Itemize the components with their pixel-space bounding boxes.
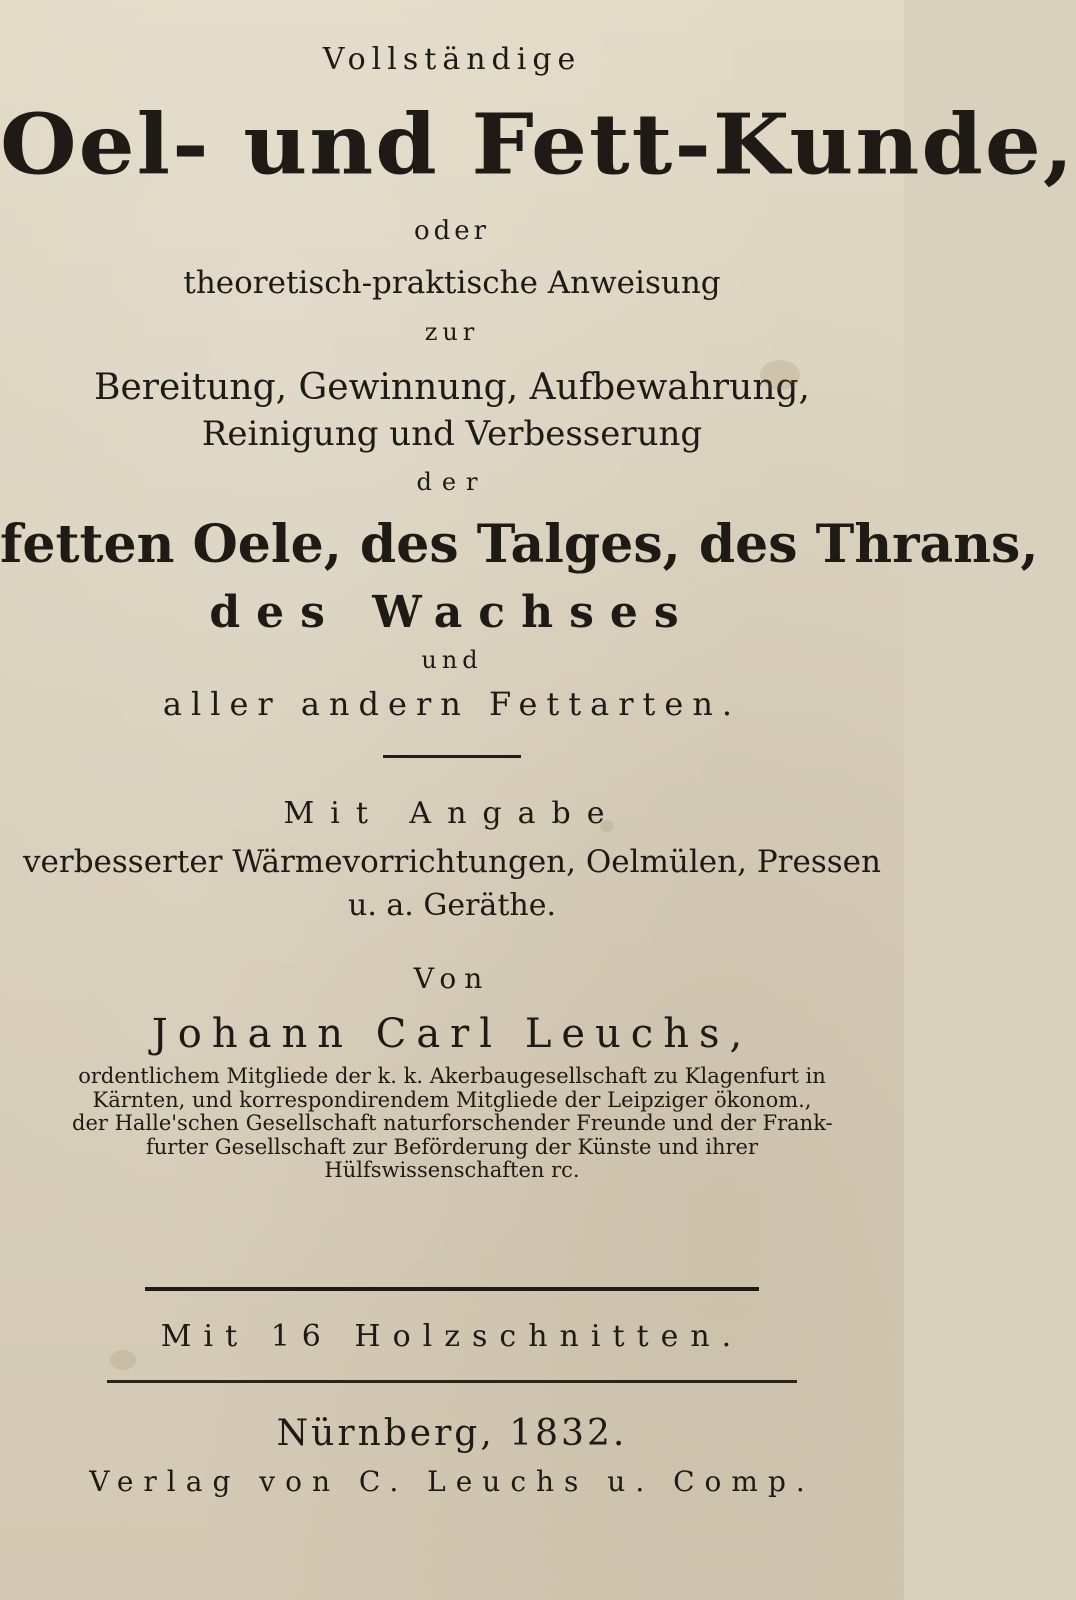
equipment-line-2: u. a. Geräthe. [348,888,556,924]
imprint-publisher: Verlag von C. Leuchs u. Comp. [89,1464,815,1498]
affiliation-line: furter Gesellschaft zur Beförderung der Künste und ihrer [145,1134,758,1159]
mit-angabe: Mit Angabe [283,796,621,832]
divider-short [383,755,521,758]
subjects-line-2: des Wachses [209,587,695,639]
divider-long-bottom [107,1380,797,1383]
affiliation-line: Kärnten, und korrespondirendem Mitgliede der Leipziger ökonom., [92,1087,812,1112]
connector-zur: zur [424,317,480,346]
subtitle: theoretisch-praktische Anweisung [183,265,721,302]
connector-von: Von [413,961,491,995]
foxing-stain [110,1350,136,1370]
connector-der: der [416,468,488,497]
subjects-line-3: aller andern Fettarten. [162,684,742,723]
divider-long-top [145,1287,759,1291]
author-affiliation [72,1065,832,1183]
purpose-line-2: Reinigung und Verbesserung [201,413,703,454]
book-title: Oel- und Fett-Kunde, [0,94,1076,193]
foxing-stain [760,360,800,390]
equipment-line-1: verbesserter Wärmevorrichtungen, Oelmülen, Pressen [23,843,881,880]
subjects-line-1: fetten Oele, des Talges, des Thrans, [0,513,1039,575]
affiliation-line: ordentlichem Mitgliede der k. k. Akerbaugesellschaft zu Klagenfurt in [78,1064,826,1089]
woodcuts-note: Mit 16 Holzschnitten. [160,1318,744,1354]
author-name: Johann Carl Leuchs, [151,1011,753,1058]
affiliation-line: der Halle'schen Gesellschaft naturforschender Freunde und der Frank- [72,1111,833,1136]
foxing-stain [600,820,614,832]
affiliation-line: Hülfswissenschaften rc. [324,1158,580,1183]
connector-oder: oder [413,215,491,246]
purpose-line-1: Bereitung, Gewinnung, Aufbewahrung, [93,366,810,408]
connector-und: und [421,646,483,675]
header-vollstaendige: Vollständige [322,42,582,77]
imprint-place-year: Nürnberg, 1832. [276,1413,628,1455]
